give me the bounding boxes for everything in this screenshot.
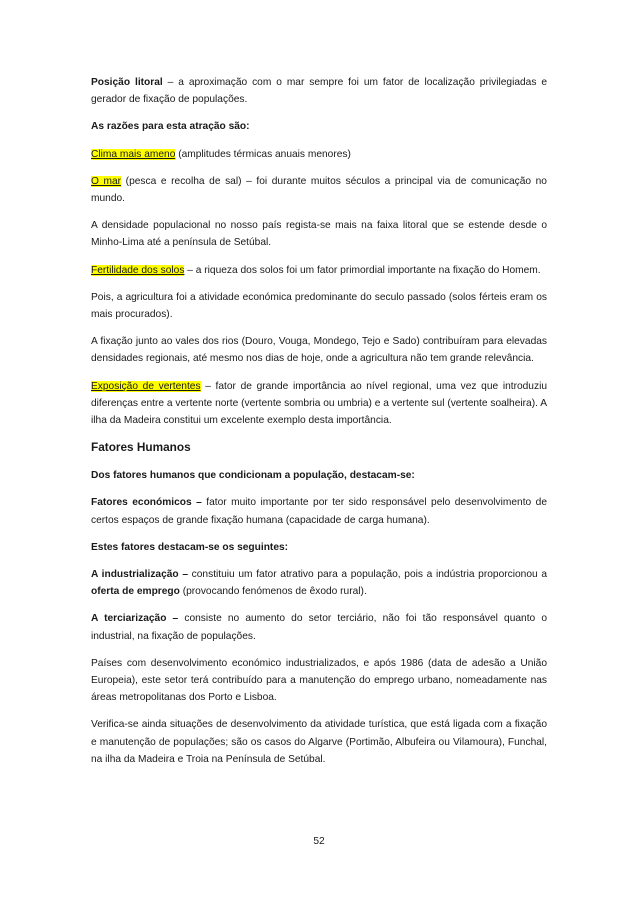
paragraph-clima [91,146,547,163]
highlight-exposicao: Exposição de vertentes [91,380,201,392]
paragraph-densidade: A densidade populacional no nosso país regista-se mais na faixa litoral que se estende desde o Minho-Lima até a península de Setúbal. [91,220,547,249]
paragraph-exposicao [91,378,547,430]
paragraph-estes-fatores [91,539,547,556]
paragraph-text: (provocando fenómenos de êxodo rural). [179,586,367,598]
paragraph-posicao-litoral [91,74,547,108]
paragraph-vales: A fixação junto ao vales dos rios (Douro, Vouga, Mondego, Tejo e Sado) contribuíram para elevadas densidades regionais, até mesmo nos dias de hoje, onde a agricultura não tem grande relevância. [91,336,547,365]
paragraph-text: – a riqueza dos solos foi um fator primordial importante na fixação do Homem. [184,264,541,276]
subheading-estes-fatores: Estes fatores destacam-se os seguintes: [91,541,289,553]
term-posicao-litoral: Posição litoral [91,77,163,88]
paragraph-text: (amplitudes térmicas anuais menores) [175,148,351,160]
term-industrializacao: A industrialização – [91,569,188,581]
paragraph-dos-fatores [91,467,547,484]
term-fatores-economicos: Fatores económicos – [91,497,202,509]
page-number: 52 [313,836,325,847]
highlight-clima: Clima mais ameno [91,148,176,160]
paragraph-text: (pesca e recolha de sal) – foi durante muitos séculos a principal via de comunicação no mundo. [91,175,547,205]
paragraph-text: fator muito importante por ter sido responsável pelo desenvolvimento de certos espaços de grande fixação humana (capacidade de carga humana). [91,497,547,526]
paragraph-text: constituiu um fator atrativo para a população, pois a indústria proporcionou a [188,569,547,581]
paragraph-text: – a aproximação com o mar sempre foi um fator de localização privilegiadas e gerador de fixação de populações. [91,77,548,106]
section-heading-fatores-humanos: Fatores Humanos [91,440,191,455]
paragraph-industrializacao [91,566,547,600]
paragraph-o-mar [91,173,547,207]
subheading-razoes: As razões para esta atração são: [91,121,250,133]
highlight-fertilidade: Fertilidade dos solos [91,264,185,276]
paragraph-fatores-economicos [91,494,547,528]
paragraph-razoes [91,118,547,135]
highlight-o-mar: O mar [91,175,122,187]
paragraph-fertilidade [91,262,547,279]
paragraph-text: consiste no aumento do setor terciário, não foi tão responsável quanto o industrial, na fixação de populações. [91,613,547,642]
term-terciarizacao: A terciarização – [91,613,179,625]
paragraph-terciarizacao [91,610,547,644]
paragraph-text: – fator de grande importância ao nível regional, uma vez que introduziu diferenças entre a vertente norte (vertente sombria ou umbria) e a vertente sul (vertente soalheira). A ilha da Madeira constitui um excelente exemplo desta importância. [91,380,547,427]
paragraph-paises: Países com desenvolvimento económico industrializados, e após 1986 (data de adesão a União Europeia), este setor terá contribuído para a manutenção do emprego urbano, nomeadamente nas áreas metropolitanas dos Porto e Lisboa. [91,657,547,704]
paragraph-turismo: Verifica-se ainda situações de desenvolvimento da atividade turística, que está ligada com a fixação e manutenção de populações; são os casos do Algarve (Portimão, Albufeira ou Vilamoura), Funchal, na ilha da Madeira e Troia na Península de Setúbal. [91,719,547,765]
page-content [91,74,547,778]
subheading-dos-fatores: Dos fatores humanos que condicionam a população, destacam-se: [91,470,415,482]
term-oferta-emprego: oferta de emprego [91,586,180,598]
paragraph-agricultura: Pois, a agricultura foi a atividade económica predominante do seculo passado (solos férteis eram os mais procurados). [91,291,547,321]
